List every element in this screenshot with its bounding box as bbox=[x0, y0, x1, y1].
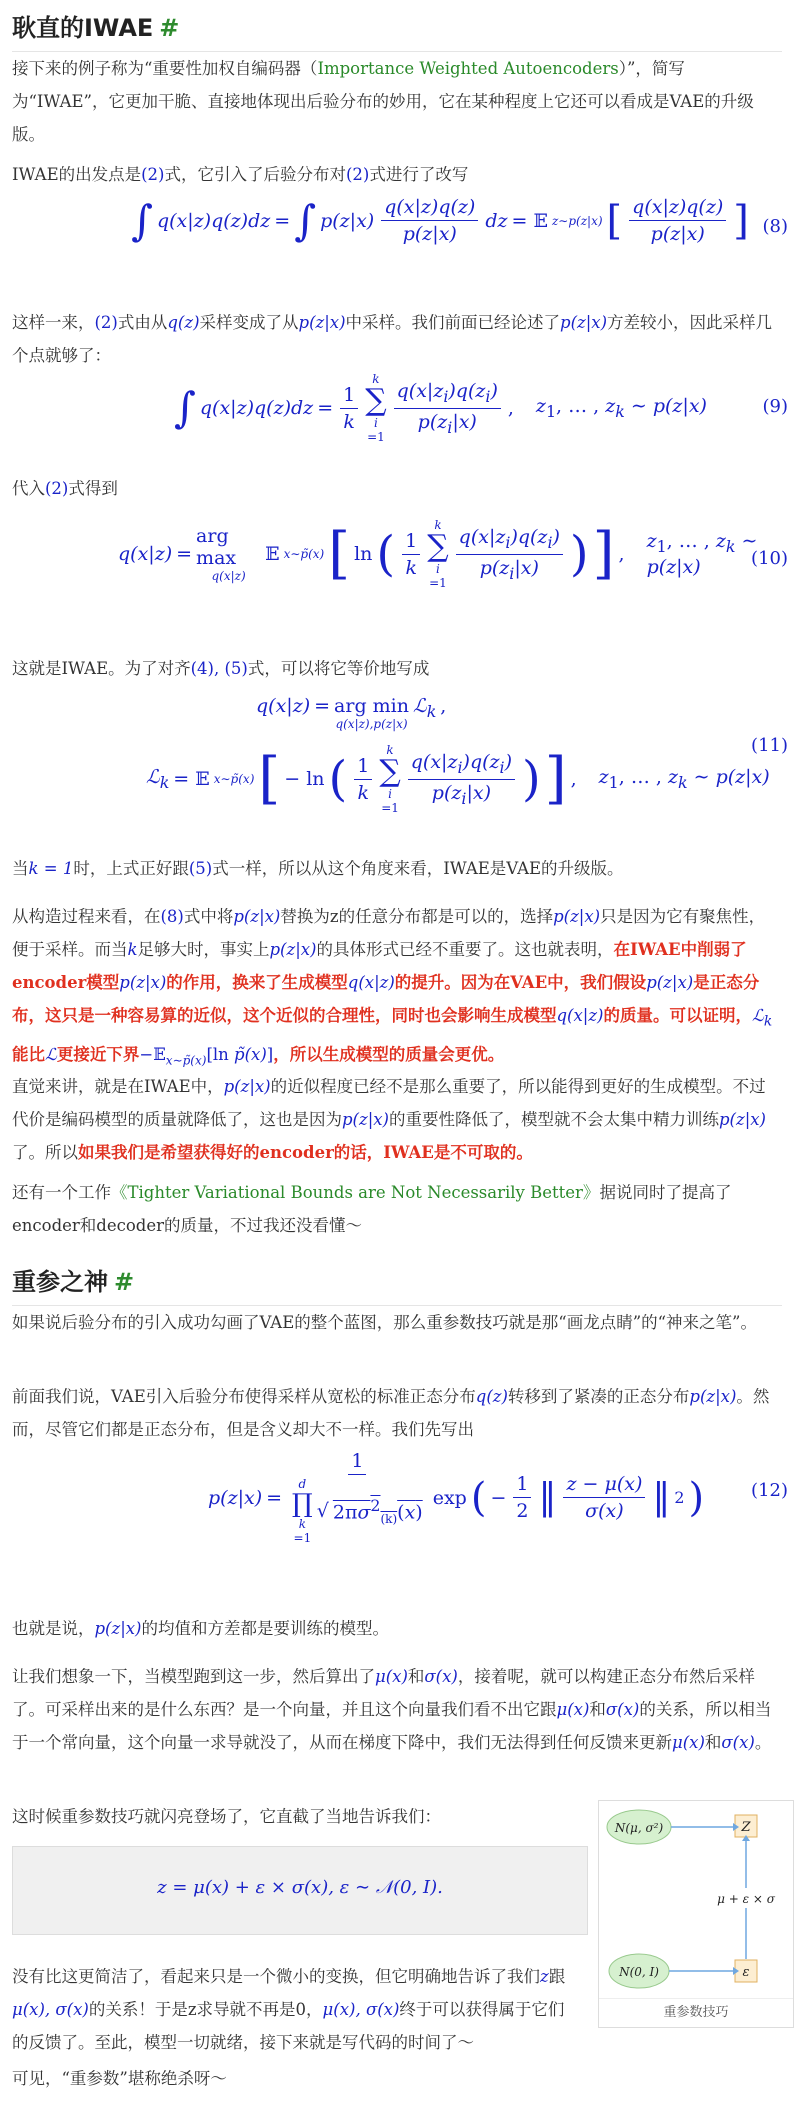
emphasis: 的质量。可以证明， bbox=[603, 1006, 752, 1025]
math: σ(x) bbox=[605, 1700, 640, 1719]
paragraph bbox=[12, 652, 780, 685]
emphasis: ，所以生成模型的质量会更优。 bbox=[273, 1045, 505, 1065]
text: 终于可以获得属于它们的反馈了。至此，模型一切就绪，接下来就是写代码的时间了～ bbox=[12, 2000, 565, 2052]
emphasis: 如果我们是希望获得好的encoder的话，IWAE是不可取的。 bbox=[78, 1143, 533, 1162]
eq-ref-link[interactable]: (2) bbox=[141, 165, 165, 184]
math: p(z|x) bbox=[233, 907, 281, 926]
math: σ(x) bbox=[721, 1733, 755, 1752]
text: 这样一来， bbox=[12, 313, 95, 332]
text: 和 bbox=[407, 1667, 425, 1686]
text: 可见，“重参数”堪称绝杀呀～ bbox=[12, 2069, 227, 2088]
text: 让我们想象一下，当模型跑到这一步，然后算出了 bbox=[12, 1667, 375, 1686]
text: 足够大时，事实上 bbox=[137, 940, 270, 959]
text: 代入 bbox=[12, 479, 45, 498]
text: 的关系！于是z求导就不再是0， bbox=[88, 2000, 323, 2019]
reparam-figure bbox=[598, 1800, 794, 2028]
math: p(z|x) bbox=[719, 1110, 766, 1129]
node-label: N(μ, σ²) bbox=[614, 1821, 664, 1835]
math: μ(x) bbox=[672, 1733, 705, 1752]
math: z bbox=[540, 1967, 549, 1986]
paragraph bbox=[12, 852, 780, 885]
reparam-equation-box bbox=[12, 1846, 588, 1935]
heading-anchor-link[interactable]: # bbox=[159, 14, 180, 42]
section-heading-reparam bbox=[12, 1262, 782, 1306]
equation-11: q(x|z) = arg min q(x|z),p(z|x) ℒ$_k$ , ℒ$_k$ = 𝔼 x∼p̃(x) [ − ln ( $\frac{1}{k}$ k ∑ i =1 $\frac{q(x|z_i)q(z_i)}{p(z_i|x)}$ ) ] , $z_1$, … , $z_k$ ∼ p(z|x) (11) bbox=[146, 695, 788, 815]
math: q(z) bbox=[167, 313, 200, 332]
equation-10: q(x|z) = arg max q(x|z) 𝔼 x∼p̃(x) [ ln ( $\frac{1}{k}$ k ∑ i =1 $\frac{q(x|z_i)q(z_i)}{p(z_i|x)}$ ) ] , $z_1$, … , $z_k$ ∼ p(z|x) (10) bbox=[118, 518, 788, 590]
math: k = 1 bbox=[28, 859, 74, 878]
reparam-diagram bbox=[599, 1801, 793, 1999]
text: 如果说后验分布的引入成功勾画了VAE的整个蓝图，那么重参数技巧就是那“画龙点睛”的“神来之笔”。 bbox=[12, 1313, 757, 1332]
paragraph bbox=[12, 1660, 780, 1759]
paragraph bbox=[12, 1380, 780, 1446]
emphasis: 的作用，换来了生成模型 bbox=[166, 973, 348, 992]
eq-ref-link[interactable]: (8) bbox=[160, 907, 184, 926]
text: 据说同时了提高了encoder和decoder的质量，不过我还没看懂～ bbox=[12, 1183, 732, 1235]
text: 当 bbox=[12, 859, 29, 878]
math: q(x|z) bbox=[556, 1006, 604, 1025]
text: 方差较小，因此采样几个点就够了： bbox=[12, 313, 773, 365]
math: μ(x) bbox=[556, 1700, 590, 1719]
text: 和 bbox=[589, 1700, 606, 1719]
math: μ(x), σ(x) bbox=[12, 2000, 89, 2019]
math: q(x|z) bbox=[347, 973, 395, 992]
text: 。然而，尽管它们都是正态分布，但是含义却大不一样。我们先写出 bbox=[12, 1387, 770, 1439]
text: 没有比这更简洁了，看起来只是一个微小的变换，但它明确地告诉了我们 bbox=[12, 1967, 540, 1986]
eq-ref-link[interactable]: (5) bbox=[188, 859, 213, 878]
text: 也就是说， bbox=[12, 1619, 95, 1638]
math: μ(x), σ(x) bbox=[322, 2000, 400, 2019]
node-label: N(0, I) bbox=[619, 1965, 659, 1979]
math: q(z) bbox=[475, 1387, 508, 1406]
text: 和 bbox=[704, 1733, 722, 1752]
text: 式，它引入了后验分布对 bbox=[164, 165, 346, 184]
math: ℒ$_k$ bbox=[752, 1006, 773, 1030]
text: 式进行了改写 bbox=[369, 165, 469, 184]
text: 时，上式正好跟 bbox=[73, 859, 189, 878]
paper-link[interactable]: 《Tighter Variational Bounds are Not Necessarily Better》 bbox=[111, 1183, 600, 1202]
paragraph bbox=[12, 1070, 780, 1169]
math: p(z|x) bbox=[298, 313, 346, 332]
paragraph bbox=[12, 306, 780, 372]
equation-number: (9) bbox=[762, 396, 788, 417]
text: 直觉来讲，就是在IWAE中， bbox=[12, 1077, 224, 1096]
reparam-equation: z = μ(x) + ε × σ(x), ε ∼ 𝒩(0, I). bbox=[157, 1877, 443, 1898]
math: σ(x) bbox=[424, 1667, 458, 1686]
text: 式由从 bbox=[117, 313, 168, 332]
node-label: Z bbox=[741, 1820, 751, 1835]
text: 这就是IWAE。为了对齐 bbox=[12, 659, 191, 678]
text: 采样变成了从 bbox=[199, 313, 299, 332]
text: IWAE的出发点是 bbox=[12, 165, 142, 184]
equation-number: (12) bbox=[751, 1480, 788, 1501]
math: p(z|x) bbox=[553, 907, 601, 926]
paragraph bbox=[12, 1800, 572, 1833]
text: 。 bbox=[754, 1733, 772, 1752]
equation-8: ∫ q(x|z)q(z)dz = ∫ p(z|x) $\frac{q(x|z)q(z)}{p(z|x)}$ dz = 𝔼 z∼p(z|x) [ $\frac{q(x|z)q(z)}{p(z|x)}$ ] (8) bbox=[131, 195, 788, 245]
math: p(z|x) bbox=[342, 1110, 389, 1129]
text: 式，可以将它等价地写成 bbox=[247, 659, 430, 678]
equation-12: p(z|x) = 1 d ∏ k =1 √ $2\pi\sigma^2_{(k)}(x)$ exp ( − $\frac{1}{2}$ ‖ $\frac{z - \mu(x)}{\sigma(x)}$ ‖ 2 ) (12) bbox=[208, 1450, 788, 1545]
math: μ(x) bbox=[375, 1667, 408, 1686]
text: 只是因为它有聚焦性，便于采样。而当 bbox=[12, 907, 766, 959]
heading-text: 重参之神 bbox=[12, 1268, 108, 1296]
math: ℒ bbox=[45, 1045, 57, 1065]
paragraph bbox=[12, 1612, 780, 1645]
math: p(z|x) bbox=[689, 1387, 737, 1406]
text: 式中将 bbox=[183, 907, 234, 926]
edge-label: μ + ε × σ bbox=[717, 1892, 775, 1906]
math: p(z|x) bbox=[94, 1619, 142, 1638]
node-label: ε bbox=[742, 1965, 750, 1980]
emphasis: 更接近下界 bbox=[56, 1045, 140, 1065]
eq-ref-link[interactable]: (4), (5) bbox=[190, 659, 248, 678]
text: 替换为z的任意分布都是可以的，选择 bbox=[280, 907, 554, 926]
paragraph bbox=[12, 1960, 572, 2059]
text: 这时候重参数技巧就闪亮登场了，它直截了当地告诉我们： bbox=[12, 1807, 441, 1826]
eq-ref-link[interactable]: (2) bbox=[45, 479, 69, 498]
emphasis: 能比 bbox=[12, 1045, 45, 1065]
emphasis: 在IWAE中削弱了encoder模型 bbox=[12, 940, 747, 992]
heading-text: 耿直的IWAE bbox=[12, 14, 154, 42]
math: k bbox=[127, 940, 138, 959]
text: 的关系，所以相当于一个常向量，这个向量一求导就没了，从而在梯度下降中，我们无法得到任何反馈来更新 bbox=[12, 1700, 772, 1752]
eq-ref-link[interactable]: (2) bbox=[346, 165, 370, 184]
emphasis: 的提升。因为在VAE中，我们假设 bbox=[394, 973, 647, 992]
section-heading-iwae bbox=[12, 8, 782, 52]
equation-number: (10) bbox=[751, 548, 788, 569]
equation-9: ∫ q(x|z)q(z)dz = $\frac{1}{k}$ k ∑ i =1 $\frac{q(x|z_i)q(z_i)}{p(z_i|x)}$ , $z_1$, … , $z_k$ ∼ p(z|x) (9) bbox=[174, 372, 788, 444]
text: 了。所以 bbox=[12, 1143, 78, 1162]
math: p(z|x) bbox=[269, 940, 317, 959]
text: 从构造过程来看，在 bbox=[12, 907, 161, 926]
text: 式一样，所以从这个角度来看，IWAE是VAE的升级版。 bbox=[212, 859, 624, 878]
math: −𝔼$_{x\sim p̃(x)}$[ln p̃(x)] bbox=[139, 1045, 274, 1068]
text: 的重要性降低了，模型就不会太集中精力训练 bbox=[389, 1110, 719, 1129]
text: 接下来的例子称为“重要性加权自编码器（ bbox=[12, 59, 318, 78]
text: 前面我们说，VAE引入后验分布使得采样从宽松的标准正态分布 bbox=[12, 1387, 476, 1406]
paragraph bbox=[12, 472, 780, 505]
math: p(z|x) bbox=[119, 973, 167, 992]
iwae-link[interactable]: Importance Weighted Autoencoders bbox=[317, 59, 619, 78]
heading-anchor-link[interactable]: # bbox=[114, 1268, 135, 1296]
equation-number: (8) bbox=[762, 216, 788, 237]
text: ）”，简写为“IWAE”，它更加干脆、直接地体现出后验分布的妙用，它在某种程度上它还可以看成是VAE的升级版。 bbox=[12, 59, 754, 144]
paragraph bbox=[12, 1306, 780, 1339]
paragraph bbox=[12, 2062, 780, 2095]
text: 的具体形式已经不重要了。这也就表明， bbox=[316, 940, 614, 959]
text: 跟 bbox=[548, 1967, 566, 1986]
paragraph bbox=[12, 900, 780, 1078]
math: p(z|x) bbox=[646, 973, 694, 992]
text: 的均值和方差都是要训练的模型。 bbox=[141, 1619, 389, 1638]
paragraph bbox=[12, 158, 780, 191]
math-symbol: ℒ bbox=[752, 1006, 764, 1025]
equation-number: (11) bbox=[751, 735, 788, 756]
paragraph bbox=[12, 52, 780, 151]
text: 式得到 bbox=[68, 479, 118, 498]
paragraph bbox=[12, 1176, 780, 1242]
text: 转移到了紧凑的正态分布 bbox=[507, 1387, 690, 1406]
emphasis: 是正态分布，这只是一种容易算的近似，这个近似的合理性，同时也会影响生成模型 bbox=[12, 973, 760, 1025]
figure-caption: 重参数技巧 bbox=[599, 1998, 793, 2027]
text: 中采样。我们前面已经论述了 bbox=[345, 313, 561, 332]
math: p(z|x) bbox=[223, 1077, 271, 1096]
text: ，接着呢，就可以构建正态分布然后采样了。可采样出来的是什么东西？是一个向量，并且这个向量我们看不出它跟 bbox=[12, 1667, 755, 1719]
eq-ref-link[interactable]: (2) bbox=[94, 313, 118, 332]
math: p(z|x) bbox=[560, 313, 608, 332]
text: 的近似程度已经不是那么重要了，所以能得到更好的生成模型。不过代价是编码模型的质量就降低了，这也是因为 bbox=[12, 1077, 766, 1129]
text: 还有一个工作 bbox=[12, 1183, 111, 1202]
